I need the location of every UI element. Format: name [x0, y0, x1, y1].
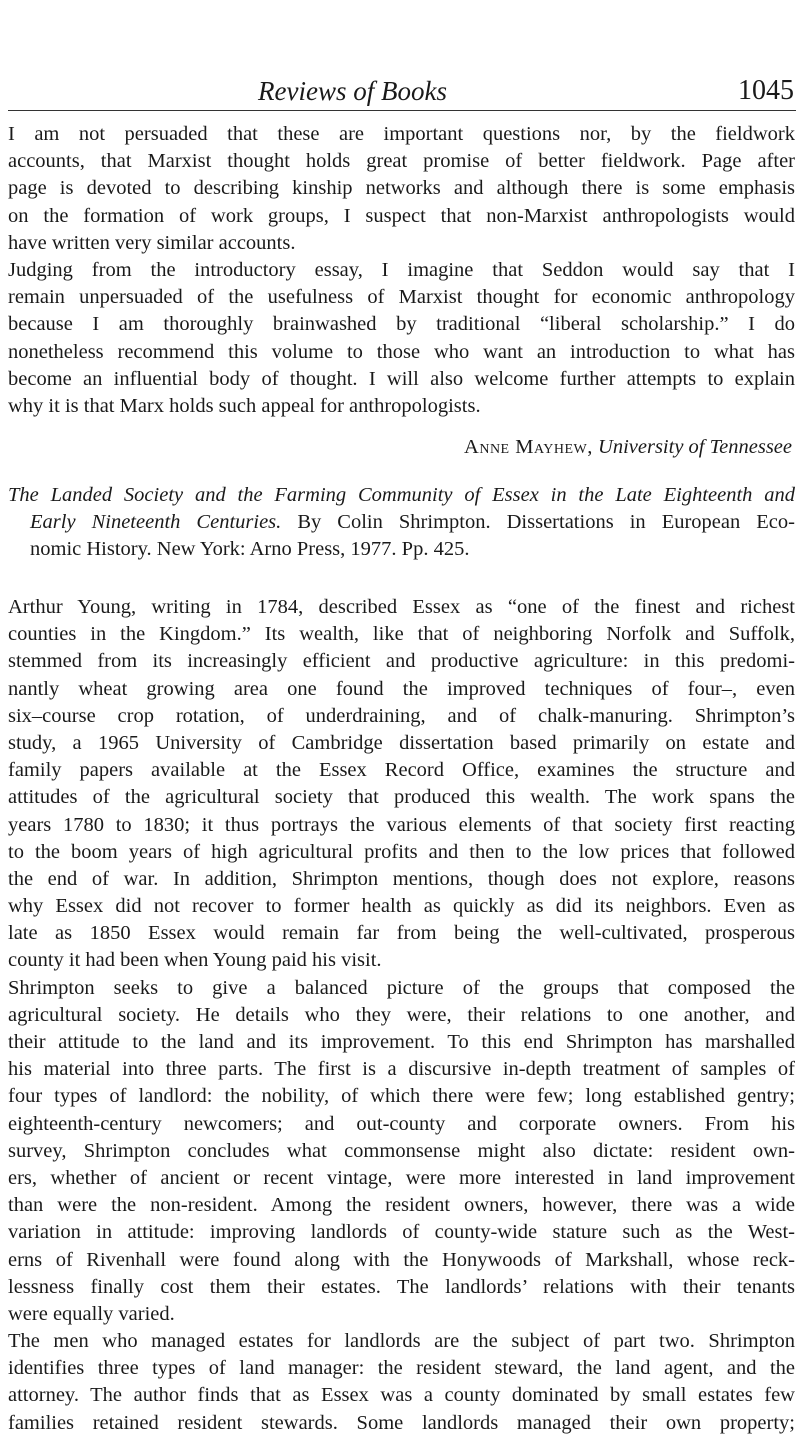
text-line: county it had been when Young paid his visit.	[8, 949, 382, 972]
text-line: because I am thoroughly brainwashed by traditional “liberal scholarship.” I do	[8, 313, 795, 336]
text-line: to the boom years of high agricultural profits and then to the low prices that followed	[8, 840, 795, 863]
paragraph	[8, 594, 795, 975]
review-body	[8, 594, 795, 1437]
text-line: survey, Shrimpton concludes what commonsense might also dictate: resident own-	[8, 1139, 795, 1162]
page-number: 1045	[738, 75, 794, 106]
text-line: nantly wheat growing area one found the improved techniques of four–, even	[8, 677, 795, 700]
header-rule	[8, 110, 796, 111]
text-line: late as 1850 Essex would remain far from being the well-cultivated, prosperous	[8, 922, 795, 945]
text-line: his material into three parts. The first is a discursive in-depth treatment of samples of	[8, 1058, 795, 1081]
text-line: accounts, that Marxist thought holds great promise of better fieldwork. Page after	[8, 150, 795, 173]
text-line: their attitude to the land and its improvement. To this end Shrimpton has marshalled	[8, 1031, 795, 1053]
paragraph	[8, 975, 795, 1328]
text-line: erns of Rivenhall were found along with the Honywoods of Markshall, whose reck-	[8, 1248, 795, 1271]
text-line: ers, whether of ancient or recent vintage, were more interested in land improvement	[8, 1166, 795, 1189]
text-line: become an influential body of thought. I will also welcome further attempts to explain	[8, 367, 795, 390]
text-line: lessness finally cost them their estates. The landlords’ relations with their tenants	[8, 1275, 795, 1298]
text-line: attitudes of the agricultural society that produced this wealth. The work spans the	[8, 786, 795, 809]
paragraph	[8, 257, 795, 420]
text-line: on the formation of work groups, I suspect that non-Marxist anthropologists would	[8, 204, 795, 227]
text-line: identifies three types of land manager: the resident steward, the land agent, and the	[8, 1357, 795, 1380]
text-line: why it is that Marx holds such appeal for anthropologists.	[8, 394, 481, 417]
text-line: nonetheless recommend this volume to those who want an introduction to what has	[8, 340, 795, 363]
reviewer-signature	[464, 436, 792, 459]
text-line: eighteenth-century newcomers; and out-county and corporate owners. From his	[8, 1112, 795, 1135]
citation-title-line: The Landed Society and the Farming Community of Essex in the Late Eighteenth and	[8, 484, 795, 506]
citation-publication: nomic History. New York: Arno Press, 1977. Pp. 425.	[30, 538, 470, 561]
text-line: page is devoted to describing kinship networks and although there is some emphasis	[8, 177, 795, 200]
text-line: family papers available at the Essex Record Office, examines the structure and	[8, 759, 795, 782]
running-header-title: Reviews of Books	[258, 76, 447, 106]
text-line: than were the non-resident. Among the resident owners, however, there was a wide	[8, 1194, 795, 1217]
text-line: stemmed from its increasingly efficient and productive agriculture: in this predomi-	[8, 650, 795, 673]
reviewer-name: Anne Mayhew,	[464, 436, 593, 458]
text-line: years 1780 to 1830; it thus portrays the various elements of that society first reacting	[8, 813, 795, 836]
book-citation	[8, 482, 795, 564]
paragraph	[8, 1328, 795, 1437]
text-line: remain unpersuaded of the usefulness of Marxist thought for economic anthropology	[8, 286, 795, 309]
reviewer-affiliation: University of Tennessee	[598, 436, 792, 458]
text-line: have written very similar accounts.	[8, 231, 296, 254]
text-line: variation in attitude: improving landlords of county-wide stature such as the West-	[8, 1221, 795, 1244]
text-line: The men who managed estates for landlords are the subject of part two. Shrimpton	[8, 1330, 795, 1353]
text-line: attorney. The author finds that as Essex was a county dominated by small estates few	[8, 1384, 795, 1407]
text-line: agricultural society. He details who they were, their relations to one another, and	[8, 1003, 795, 1026]
text-line: Arthur Young, writing in 1784, described Essex as “one of the finest and richest	[8, 596, 795, 618]
text-line: the end of war. In addition, Shrimpton mentions, though does not explore, reasons	[8, 867, 795, 890]
text-line: counties in the Kingdom.” Its wealth, like that of neighboring Norfolk and Suffolk,	[8, 623, 795, 646]
citation-title-line: Early Nineteenth Centuries.	[30, 511, 282, 534]
citation-details: By Colin Shrimpton. Dissertations in European Eco-	[281, 511, 795, 534]
text-line: were equally varied.	[8, 1302, 175, 1325]
review-continuation	[8, 121, 795, 420]
text-line: study, a 1965 University of Cambridge dissertation based primarily on estate and	[8, 731, 795, 754]
text-line: Shrimpton seeks to give a balanced picture of the groups that composed the	[8, 976, 795, 999]
text-line: Judging from the introductory essay, I imagine that Seddon would say that I	[8, 258, 795, 281]
text-line: six–course crop rotation, of underdraining, and of chalk-manuring. Shrimpton’s	[8, 704, 795, 727]
text-line: I am not persuaded that these are important questions nor, by the fieldwork	[8, 123, 795, 145]
text-line: families retained resident stewards. Some landlords managed their own property;	[8, 1411, 795, 1434]
paragraph	[8, 121, 795, 257]
text-line: why Essex did not recover to former health as quickly as did its neighbors. Even as	[8, 895, 795, 918]
text-line: four types of landlord: the nobility, of which there were few; long established gentry;	[8, 1085, 795, 1108]
